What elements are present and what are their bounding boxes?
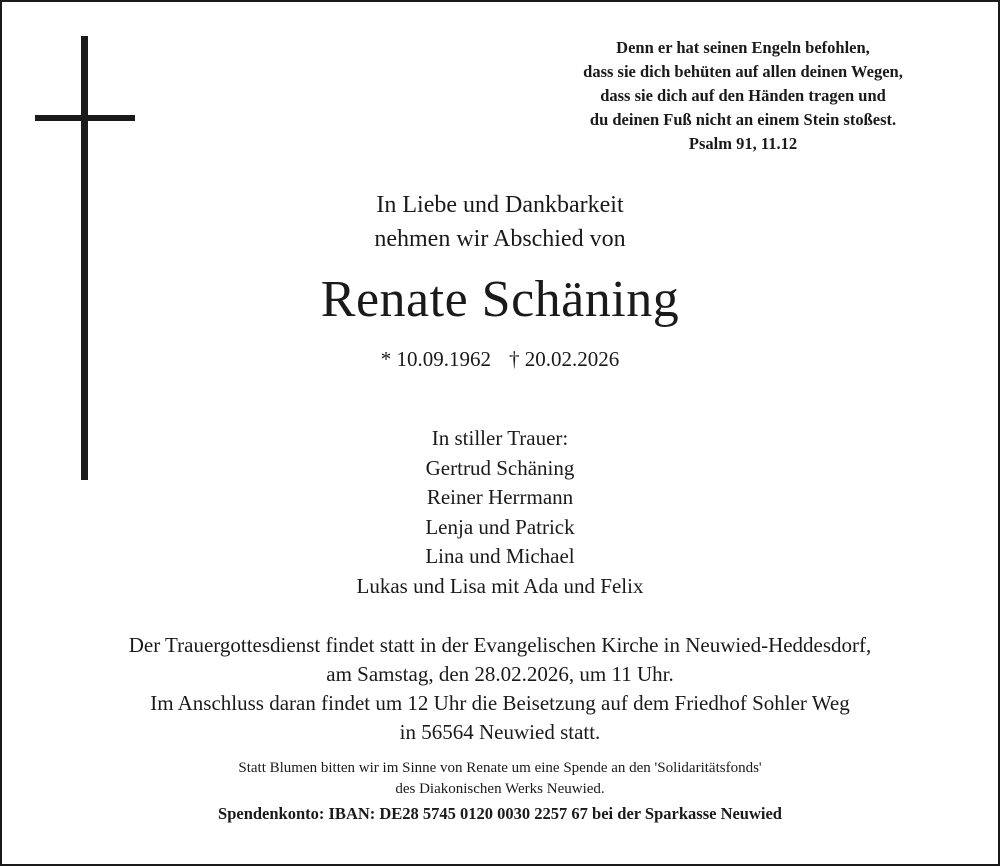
deceased-name: Renate Schäning [320,271,680,328]
mourner-name: Lina und Michael [425,544,575,568]
cross-horizontal-bar [35,115,135,121]
cross-vertical-bar [81,36,88,480]
service-line: Im Anschluss daran findet um 12 Uhr die Beisetzung auf dem Friedhof Sohler Weg [150,691,850,715]
donation-account: Spendenkonto: IBAN: DE28 5745 0120 0030 2257 67 bei der Sparkasse Neuwied [218,804,782,823]
bible-verse [520,36,966,156]
service-info [0,631,1000,747]
death-date: † 20.02.2026 [509,347,620,371]
intro-line: In Liebe und Dankbarkeit [376,192,624,218]
birth-date: * 10.09.1962 [380,347,491,371]
verse-line: dass sie dich auf den Händen tragen und [600,86,886,105]
service-line: in 56564 Neuwied statt. [399,720,601,744]
service-line: Der Trauergottesdienst findet statt in der Evangelischen Kirche in Neuwied-Heddesdorf, [128,633,872,657]
donation-line: Statt Blumen bitten wir im Sinne von Renate um eine Spende an den 'Solidaritätsfonds' [238,760,762,776]
mourners-heading: In stiller Trauer: [431,426,569,450]
mourner-name: Gertrud Schäning [425,455,575,480]
mourner-name: Lukas und Lisa mit Ada und Felix [356,573,644,598]
mourners-list [0,424,1000,601]
donation-line: des Diakonischen Werks Neuwied. [395,781,605,797]
verse-line: dass sie dich behüten auf allen deinen Wegen, [583,62,903,81]
mourner-name: Reiner Herrmann [426,485,574,509]
verse-line: du deinen Fuß nicht an einem Stein stoßest. [589,110,897,129]
verse-reference: Psalm 91, 11.12 [688,134,798,153]
intro-line: nehmen wir Abschied von [374,226,626,252]
intro-text [0,188,1000,256]
service-line: am Samstag, den 28.02.2026, um 11 Uhr. [326,662,674,686]
verse-line: Denn er hat seinen Engeln befohlen, [616,38,870,57]
life-dates [0,344,1000,374]
donation-note [0,758,1000,800]
mourner-name: Lenja und Patrick [425,514,575,539]
